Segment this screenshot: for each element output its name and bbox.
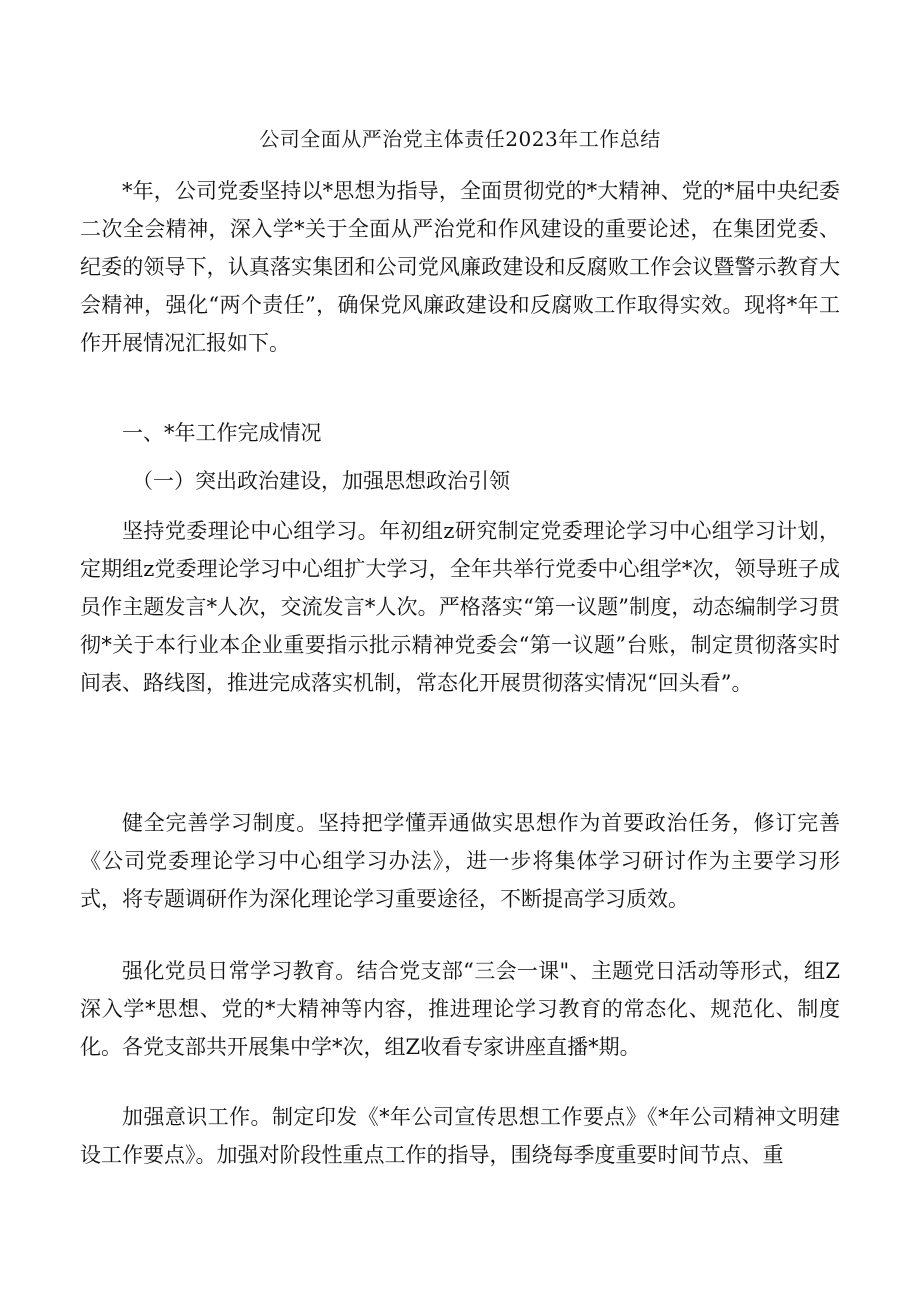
body-paragraph: 健全完善学习制度。坚持把学懂弄通做实思想作为首要政治任务，修订完善《公司党委理论学习中心组学习办法》，进一步将集体学习研讨作为主要学习形式，将专题调研作为深化理论学习重要途径，不断提高学习质效。 [80, 811, 840, 911]
document-title: 公司全面从严治党主体责任2023年工作总结 [259, 127, 661, 151]
document-page [80, 0, 840, 1301]
body-paragraph: 强化党员日常学习教育。结合党支部“三会一课"、主题党日活动等形式，组Z深入学*思想、党的*大精神等内容，推进理论学习教育的常态化、规范化、制度化。各党支部共开展集中学*次，组Z收看专家讲座直播*期。 [80, 959, 840, 1059]
body-paragraph: 坚持党委理论中心组学习。年初组z研究制定党委理论学习中心组学习计划，定期组z党委理论学习中心组扩大学习，全年共举行党委中心组学*次，领导班子成员作主题发言*人次，交流发言*人次。严格落实“第一议题”制度，动态编制学习贯彻*关于本行业本企业重要指示批示精神党委会“第一议题”台账，制定贯彻落实时间表、路线图，推进完成落实机制，常态化开展贯彻落实情况“回头看”。 [80, 519, 840, 695]
intro-paragraph: *年，公司党委坚持以*思想为指导，全面贯彻党的*大精神、党的*届中央纪委二次全会精神，深入学*关于全面从严治党和作风建设的重要论述，在集团党委、纪委的领导下，认真落实集团和公司党风廉政建设和反腐败工作会议暨警示教育大会精神，强化“两个责任”，确保党风廉政建设和反腐败工作取得实效。现将*年工作开展情况汇报如下。 [80, 179, 840, 355]
section-heading: 一、*年工作完成情况 [122, 421, 322, 445]
subsection-heading: （一）突出政治建设，加强思想政治引领 [132, 469, 510, 493]
body-paragraph: 加强意识工作。制定印发《*年公司宣传思想工作要点》《*年公司精神文明建设工作要点》。加强对阶段性重点工作的指导，围绕每季度重要时间节点、重 [80, 1105, 840, 1167]
